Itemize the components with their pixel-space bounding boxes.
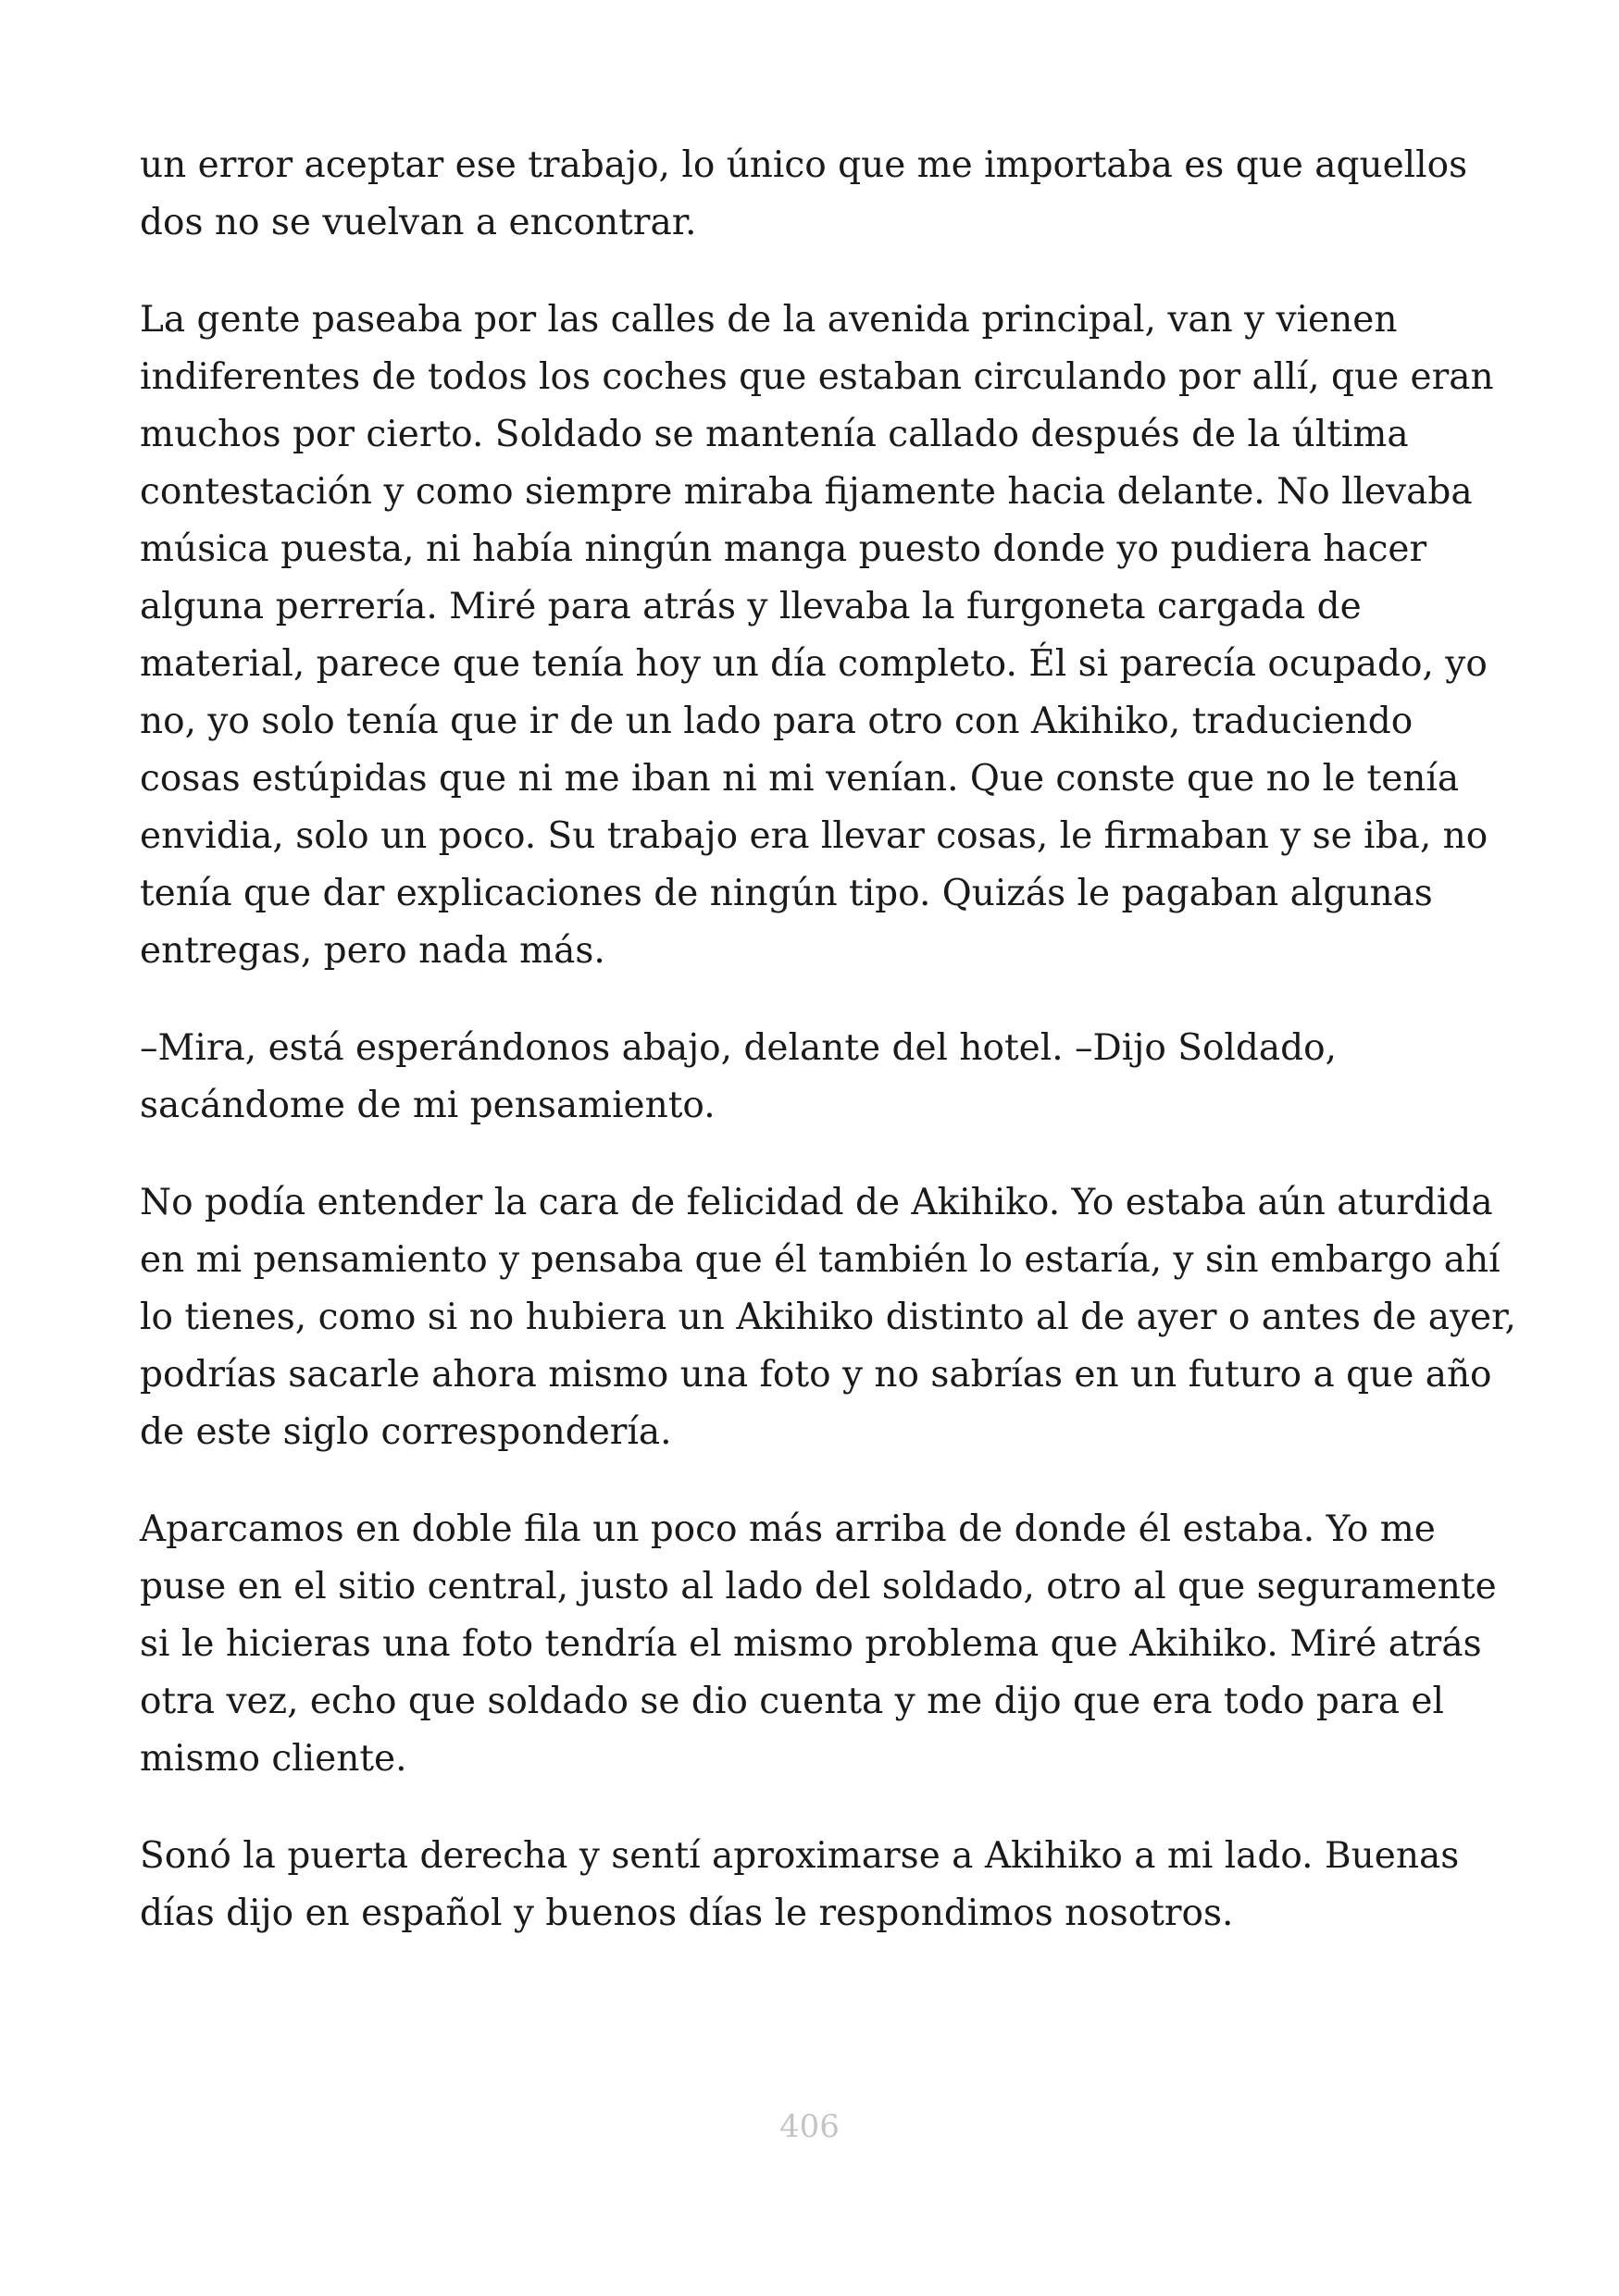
text-line: cosas estúpidas que ni me iban ni mi venían. Que conste que no le tenía <box>140 758 1460 800</box>
text-line: dos no se vuelvan a encontrar. <box>140 202 697 243</box>
text-line: tenía que dar explicaciones de ningún tipo. Quizás le pagaban algunas <box>140 873 1433 914</box>
paragraph <box>140 1020 1501 1135</box>
text-line: No podía entender la cara de felicidad de Akihiko. Yo estaba aún aturdida <box>140 1182 1493 1223</box>
text-line: –Mira, está esperándonos abajo, delante del hotel. –Dijo Soldado, <box>140 1027 1337 1069</box>
paragraph <box>140 1501 1501 1788</box>
text-line: Aparcamos en doble fila un poco más arriba de donde él estaba. Yo me <box>140 1508 1436 1550</box>
paragraph <box>140 1828 1501 1942</box>
text-line: envidia, solo un poco. Su trabajo era llevar cosas, le firmaban y se iba, no <box>140 815 1488 857</box>
text-line: no, yo solo tenía que ir de un lado para otro con Akihiko, traduciendo <box>140 701 1414 742</box>
text-line: si le hicieras una foto tendría el mismo problema que Akihiko. Miré atrás <box>140 1623 1482 1665</box>
text-line: sacándome de mi pensamiento. <box>140 1085 716 1126</box>
paragraph <box>140 137 1501 252</box>
text-line: podrías sacarle ahora mismo una foto y no sabrías en un futuro a que año <box>140 1354 1492 1396</box>
text-line: de este siglo correspondería. <box>140 1411 672 1453</box>
text-line: otra vez, echo que soldado se dio cuenta y me dijo que era todo para el <box>140 1681 1444 1722</box>
text-line: mismo cliente. <box>140 1738 407 1780</box>
text-line: Sonó la puerta derecha y sentí aproximarse a Akihiko a mi lado. Buenas <box>140 1835 1460 1877</box>
text-line: La gente paseaba por las calles de la avenida principal, van y vienen <box>140 299 1398 341</box>
text-line: material, parece que tenía hoy un día completo. Él si parecía ocupado, yo <box>140 643 1488 685</box>
paragraph <box>140 292 1501 980</box>
text-line: en mi pensamiento y pensaba que él también lo estaría, y sin embargo ahí <box>140 1239 1501 1281</box>
text-line: música puesta, ni había ningún manga puesto donde yo pudiera hacer <box>140 528 1427 570</box>
page-number: 406 <box>779 2108 840 2145</box>
text-line: un error aceptar ese trabajo, lo único que me importaba es que aquellos <box>140 144 1468 186</box>
text-line: lo tienes, como si no hubiera un Akihiko distinto al de ayer o antes de ayer, <box>140 1297 1516 1338</box>
page-text <box>140 137 1516 1982</box>
paragraph <box>140 1174 1516 1461</box>
text-line: muchos por cierto. Soldado se mantenía callado después de la última <box>140 414 1409 455</box>
text-line: entregas, pero nada más. <box>140 930 605 972</box>
text-line: puse en el sitio central, justo al lado del soldado, otro al que seguramente <box>140 1566 1497 1607</box>
text-line: alguna perrería. Miré para atrás y llevaba la furgoneta cargada de <box>140 586 1362 627</box>
text-line: indiferentes de todos los coches que estaban circulando por allí, que eran <box>140 356 1494 398</box>
text-line: días dijo en español y buenos días le respondimos nosotros. <box>140 1893 1234 1934</box>
text-line: contestación y como siempre miraba fijamente hacia delante. No llevaba <box>140 471 1473 513</box>
